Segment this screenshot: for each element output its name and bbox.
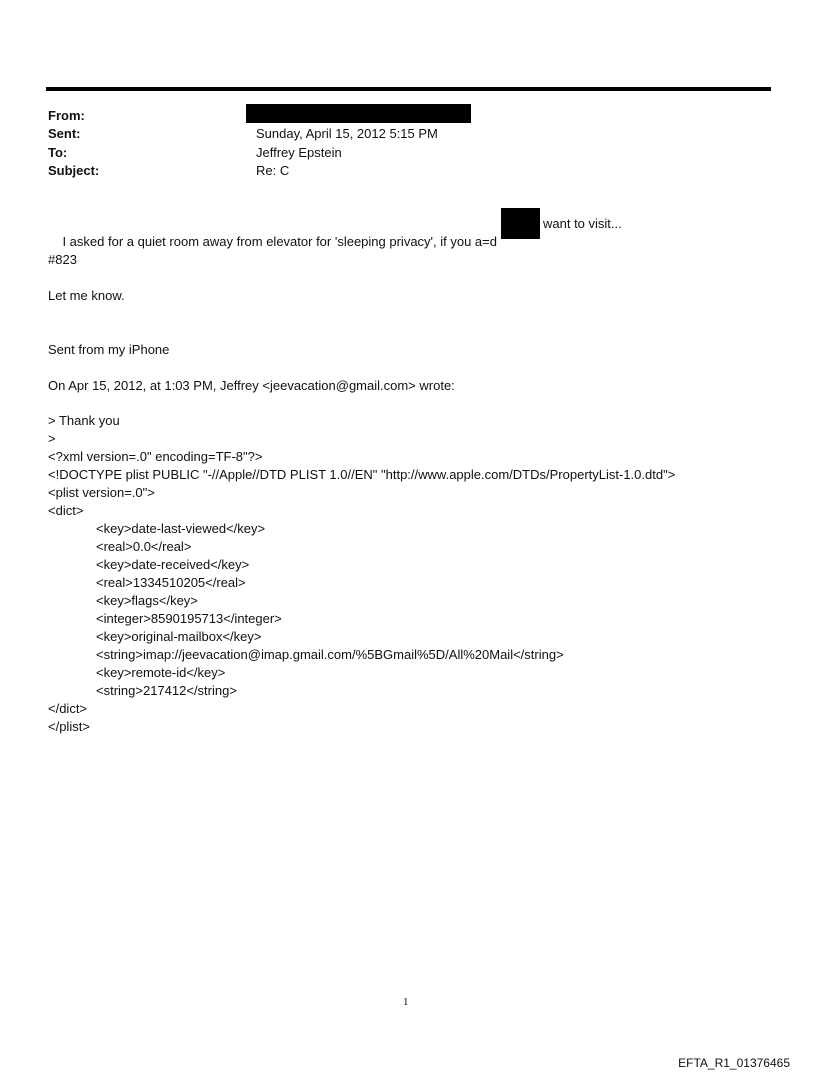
quote-intro: On Apr 15, 2012, at 1:03 PM, Jeffrey <jeevacation@gmail.com> wrote:: [48, 378, 455, 393]
room-number: #823: [48, 252, 77, 267]
plist-value-2: <real>1334510205</real>: [96, 575, 246, 590]
plist-value-3: <integer>8590195713</integer>: [96, 611, 282, 626]
plist-value-5: <string>217412</string>: [96, 683, 237, 698]
to-label: To:: [48, 145, 68, 160]
dict-open: <dict>: [48, 503, 84, 518]
redacted-sender-box: [246, 104, 471, 123]
plist-key-4: <key>original-mailbox</key>: [96, 629, 262, 644]
plist-key-2: <key>date-received</key>: [96, 557, 250, 572]
sent-value: Sunday, April 15, 2012 5:15 PM: [256, 126, 438, 141]
redacted-word-box: [501, 208, 540, 239]
let-me-know: Let me know.: [48, 288, 125, 303]
subject-label: Subject:: [48, 163, 100, 178]
to-value: Jeffrey Epstein: [256, 145, 342, 160]
plist-key-1: <key>date-last-viewed</key>: [96, 521, 266, 536]
quote-thanks: > Thank you: [48, 413, 120, 428]
plist-open: <plist version=.0">: [48, 485, 155, 500]
plist-value-4: <string>imap://jeevacation@imap.gmail.com/%5BGmail%5D/All%20Mail</string>: [96, 647, 564, 662]
plist-key-3: <key>flags</key>: [96, 593, 198, 608]
xml-declaration: <?xml version=.0" encoding=TF-8"?>: [48, 449, 263, 464]
sent-label: Sent:: [48, 126, 81, 141]
plist-value-1: <real>0.0</real>: [96, 539, 192, 554]
body-text-after-redaction: want to visit...: [543, 216, 622, 231]
signature: Sent from my iPhone: [48, 342, 170, 357]
from-label: From:: [48, 108, 85, 123]
body-line-1: [48, 215, 497, 269]
document-id: EFTA_R1_01376465: [678, 1056, 790, 1070]
quote-marker: >: [48, 431, 56, 446]
dict-close: </dict>: [48, 701, 88, 716]
plist-key-5: <key>remote-id</key>: [96, 665, 226, 680]
header-rule: [46, 87, 771, 91]
doctype-line: <!DOCTYPE plist PUBLIC "-//Apple//DTD PLIST 1.0//EN" "http://www.apple.com/DTDs/PropertyList-1.0.dtd">: [48, 467, 676, 482]
page-number: 1: [403, 996, 409, 1008]
body-text-before-redaction: I asked for a quiet room away from elevator for 'sleeping privacy', if you a=d: [62, 234, 497, 249]
subject-value: Re: C: [256, 163, 290, 178]
plist-close: </plist>: [48, 719, 90, 734]
